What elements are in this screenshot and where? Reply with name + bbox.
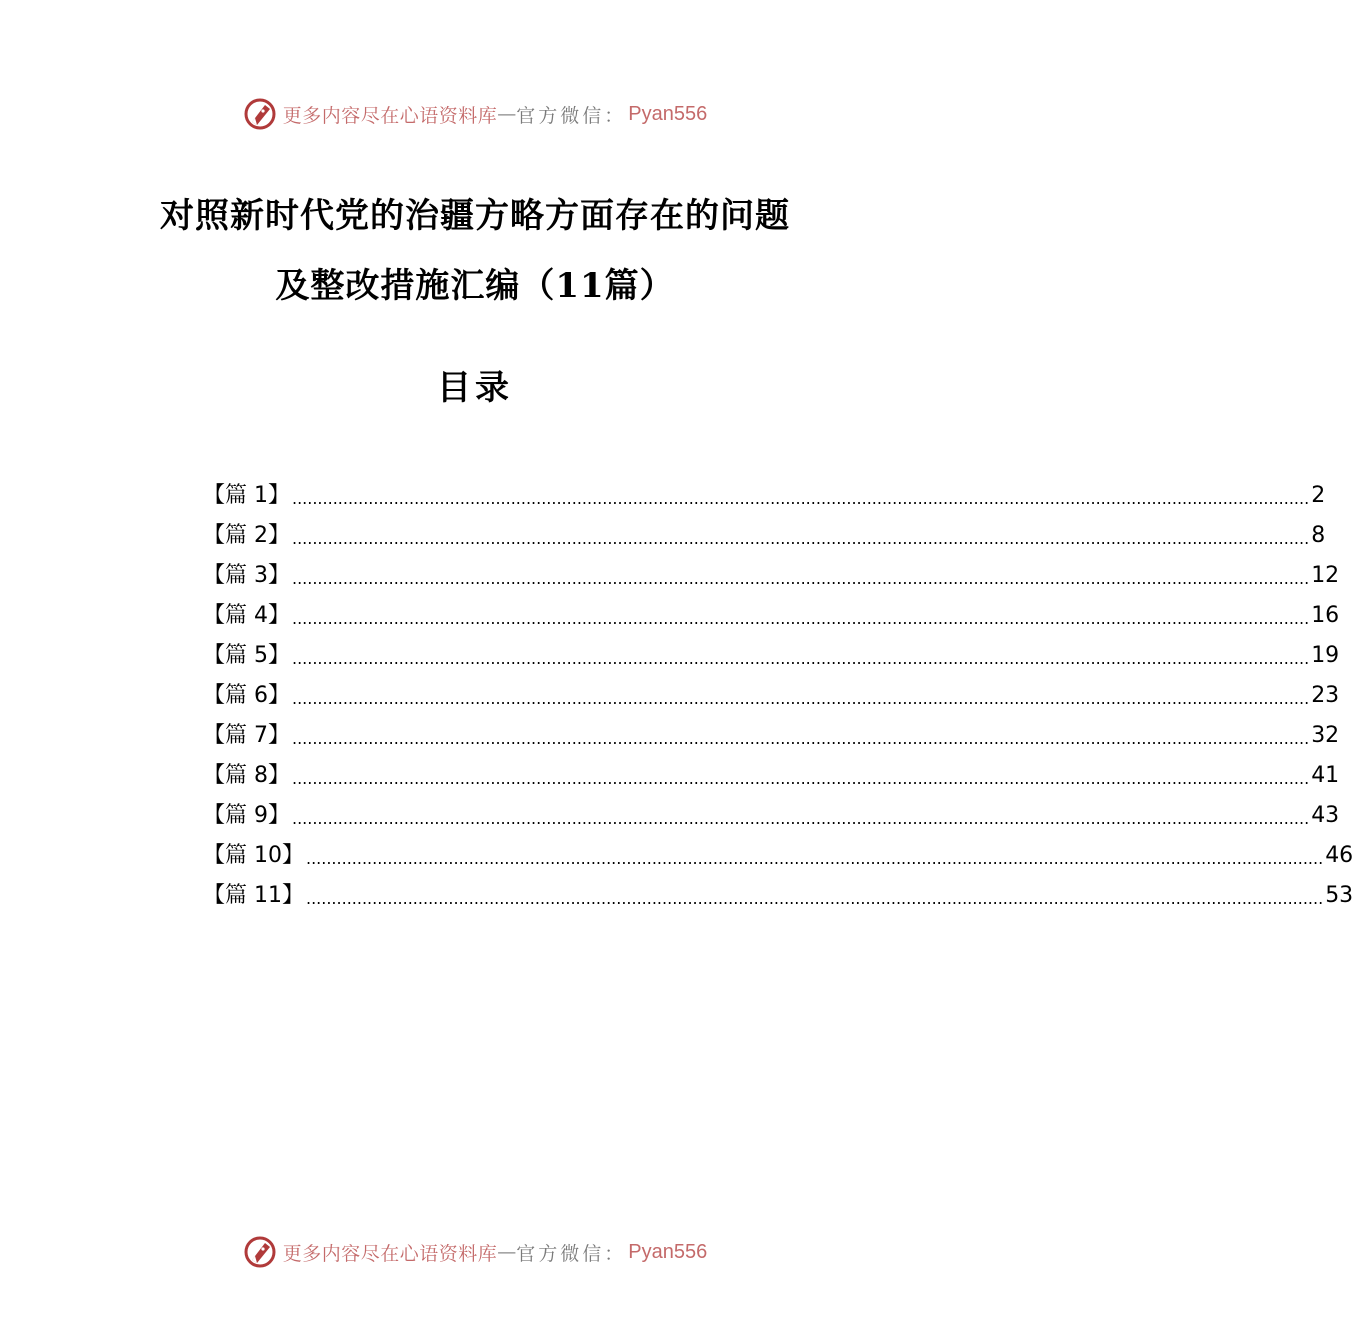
- toc-dot-leader: ........................................................................................................................................................................................................: [292, 569, 1310, 588]
- toc-entry-label: 【篇 7】: [203, 723, 290, 748]
- toc-entry[interactable]: [203, 670, 1340, 710]
- banner-text: 更多内容尽在心语资料库: [282, 104, 498, 127]
- toc-entry[interactable]: [203, 830, 1353, 870]
- document-title-line2: 及整改措施汇编（11篇）: [275, 266, 675, 306]
- toc-dot-leader: ........................................................................................................................................................................................................: [292, 769, 1310, 788]
- pen-nib-logo-icon: [243, 97, 277, 131]
- banner-separator: —: [497, 103, 517, 125]
- toc-entry[interactable]: [203, 510, 1326, 550]
- toc-entry-label: 【篇 1】: [203, 483, 290, 508]
- banner-separator: —: [497, 1241, 517, 1263]
- toc-entry-label: 【篇 9】: [203, 803, 290, 828]
- toc-dot-leader: ........................................................................................................................................................................................................: [292, 689, 1310, 708]
- toc-dot-leader: ........................................................................................................................................................................................................: [292, 489, 1310, 508]
- toc-entry-label: 【篇 6】: [203, 683, 290, 708]
- toc-dot-leader: ........................................................................................................................................................................................................: [292, 649, 1310, 668]
- toc-entry-page: 41: [1311, 763, 1340, 788]
- toc-entry-page: 23: [1311, 683, 1340, 708]
- footer-banner: [0, 1232, 950, 1272]
- toc-entry-label: 【篇 8】: [203, 763, 290, 788]
- toc-entry-label: 【篇 10】: [203, 843, 304, 868]
- toc-entry-label: 【篇 2】: [203, 523, 290, 548]
- toc-dot-leader: ........................................................................................................................................................................................................: [292, 609, 1310, 628]
- toc-dot-leader: ........................................................................................................................................................................................................: [306, 889, 1324, 908]
- banner-text: 更多内容尽在心语资料库: [282, 1242, 498, 1265]
- toc-entry-page: 53: [1325, 883, 1353, 908]
- banner-wechat-label: 官方微信：: [516, 104, 627, 127]
- toc-entry-page: 16: [1311, 603, 1340, 628]
- banner-wechat-id: Pyan556: [628, 1240, 708, 1263]
- table-of-contents: [203, 470, 1353, 910]
- toc-entry[interactable]: [203, 590, 1340, 630]
- toc-entry-label: 【篇 3】: [203, 563, 290, 588]
- toc-entry[interactable]: [203, 710, 1340, 750]
- toc-entry-page: 12: [1311, 563, 1340, 588]
- toc-entry[interactable]: [203, 630, 1340, 670]
- document-title-line1: 对照新时代党的治疆方略方面存在的问题: [160, 196, 790, 236]
- pen-nib-logo-icon: [243, 1235, 277, 1269]
- banner-wechat-label: 官方微信：: [516, 1242, 627, 1265]
- toc-entry-label: 【篇 11】: [203, 883, 304, 908]
- toc-entry-page: 19: [1311, 643, 1340, 668]
- toc-entry-label: 【篇 5】: [203, 643, 290, 668]
- toc-entry-page: 2: [1311, 483, 1326, 508]
- toc-entry[interactable]: [203, 750, 1340, 790]
- toc-dot-leader: ........................................................................................................................................................................................................: [306, 849, 1324, 868]
- banner-wechat-id: Pyan556: [628, 102, 708, 125]
- toc-entry-label: 【篇 4】: [203, 603, 290, 628]
- toc-entry[interactable]: [203, 790, 1340, 830]
- toc-dot-leader: ........................................................................................................................................................................................................: [292, 529, 1310, 548]
- toc-heading: 目录: [437, 368, 513, 408]
- toc-entry-page: 32: [1311, 723, 1340, 748]
- toc-entry-page: 8: [1311, 523, 1326, 548]
- toc-dot-leader: ........................................................................................................................................................................................................: [292, 729, 1310, 748]
- toc-dot-leader: ........................................................................................................................................................................................................: [292, 809, 1310, 828]
- toc-entry[interactable]: [203, 870, 1353, 910]
- toc-entry[interactable]: [203, 470, 1326, 510]
- header-banner: [0, 94, 950, 134]
- toc-entry-page: 46: [1325, 843, 1353, 868]
- toc-entry-page: 43: [1311, 803, 1340, 828]
- toc-entry[interactable]: [203, 550, 1340, 590]
